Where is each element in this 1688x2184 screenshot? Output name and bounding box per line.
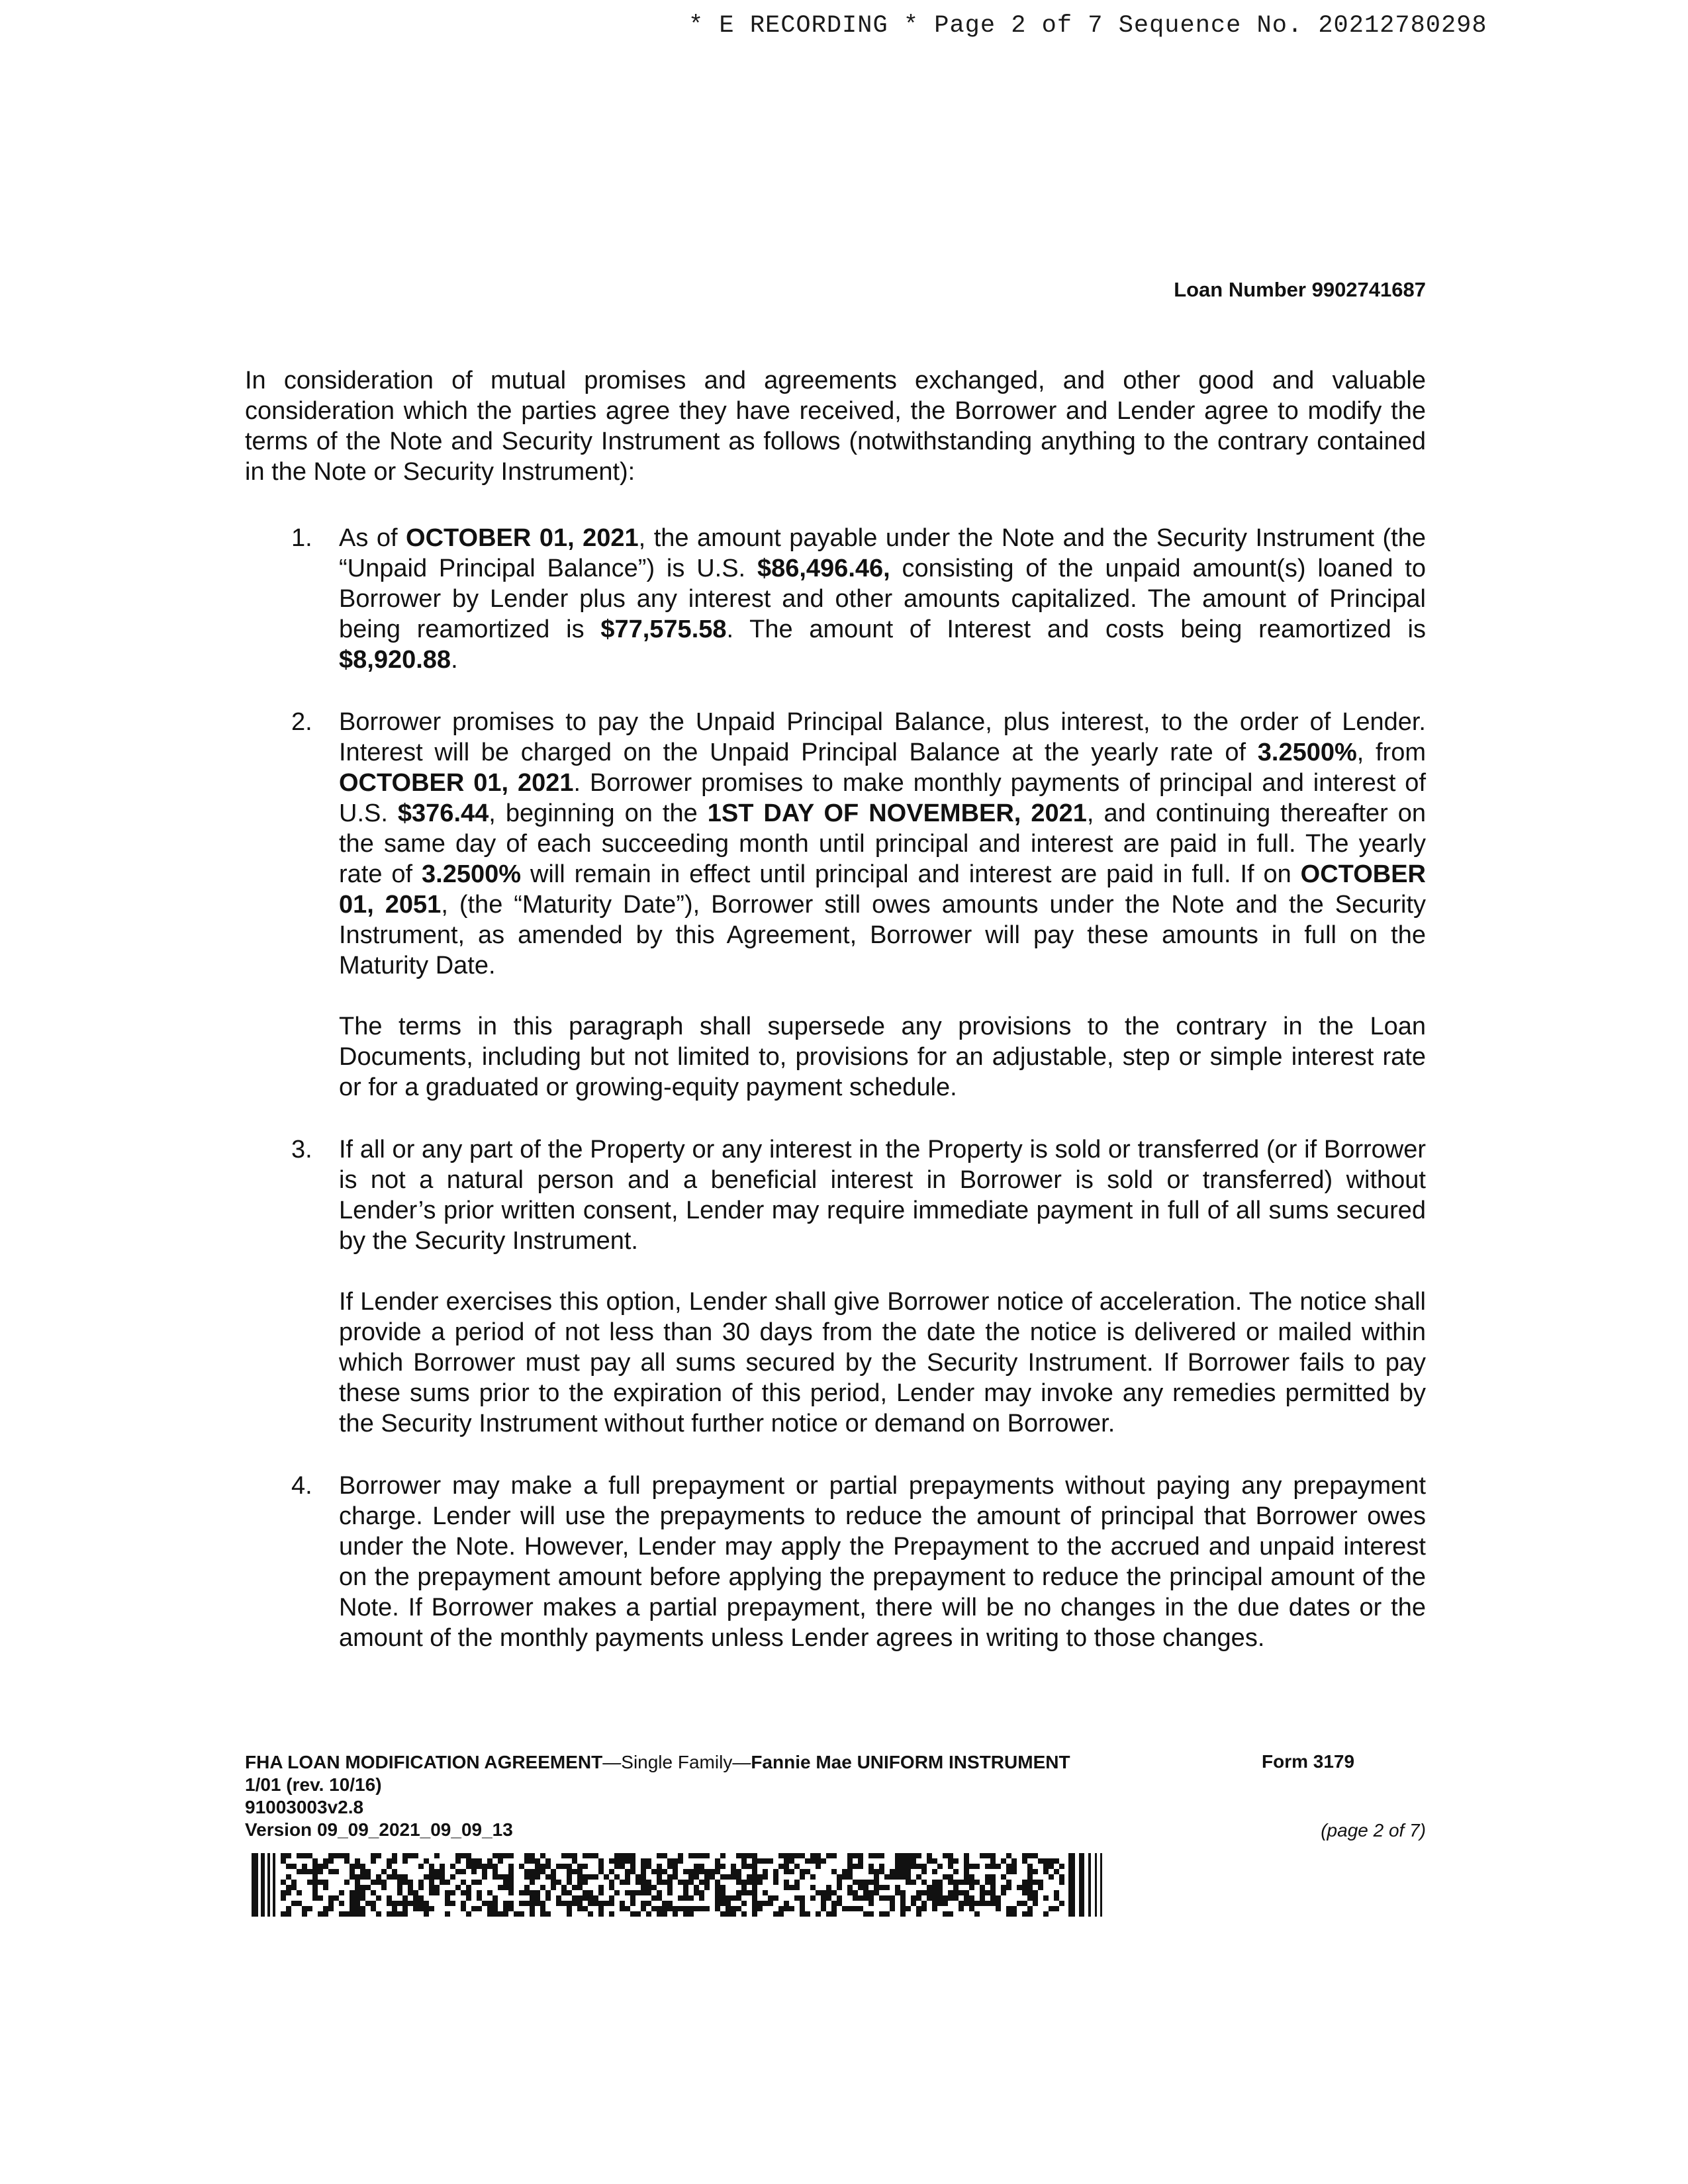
item-body xyxy=(339,523,1426,675)
item-body xyxy=(339,1134,1426,1439)
item-body xyxy=(339,707,1426,1103)
recording-header: * E RECORDING * Page 2 of 7 Sequence No. 20212780298 xyxy=(688,12,1487,40)
list-item xyxy=(245,1471,1426,1653)
footer-version: Version 09_09_2021_09_09_13 xyxy=(245,1819,513,1840)
item-paragraph: The terms in this paragraph shall supersede any provisions to the contrary in the Loan Documents, including but not limited to, provisions for an adjustable, step or simple interest rate or for a graduated or growing-equity payment schedule. xyxy=(339,1013,1426,1101)
form-number: Form 3179 xyxy=(1262,1751,1355,1772)
item-number: 4. xyxy=(291,1472,312,1500)
item-number: 3. xyxy=(291,1136,312,1163)
list-item xyxy=(245,707,1426,1103)
list-item xyxy=(245,523,1426,675)
loan-number: Loan Number 9902741687 xyxy=(1174,278,1426,301)
item-paragraph: If Lender exercises this option, Lender shall give Borrower notice of acceleration. The notice shall provide a period of not less than 30 days from the date the notice is delivered or mailed within which Borrower must pay all sums secured by the Security Instrument. If Borrower fails to pay these sums prior to the expiration of this period, Lender may invoke any remedies permitted by the Security Instrument without further notice or demand on Borrower. xyxy=(339,1288,1426,1437)
item-number: 1. xyxy=(291,524,312,552)
item-paragraph: Borrower may make a full prepayment or partial prepayments without paying any prepayment charge. Lender will use the prepayments to reduce the amount of principal that Borrower owes under the Note. However, Lender may apply the Prepayment to the accrued and unpaid interest on the prepayment amount before applying the prepayment to reduce the principal amount of the Note. If Borrower makes a partial prepayment, there will be no changes in the due dates or the amount of the monthly payments unless Lender agrees in writing to those changes. xyxy=(339,1472,1426,1652)
footer-revision: 1/01 (rev. 10/16) xyxy=(245,1774,382,1795)
terms-list xyxy=(245,523,1426,1685)
list-item xyxy=(245,1134,1426,1439)
item-paragraph: If all or any part of the Property or any interest in the Property is sold or transferred (or if Borrower is not a natural person and a beneficial interest in Borrower is sold or transferred) without Lender’s prior written consent, Lender may require immediate payment in full of all sums secured by the Security Instrument. xyxy=(339,1136,1426,1255)
footer-code: 91003003v2.8 xyxy=(245,1797,364,1817)
item-number: 2. xyxy=(291,708,312,736)
form-footer xyxy=(245,1751,1070,1841)
item-body xyxy=(339,1471,1426,1653)
item-paragraph: As of OCTOBER 01, 2021, the amount payable under the Note and the Security Instrument (the “Unpaid Principal Balance”) is U.S. $86,496.46, consisting of the unpaid amount(s) loaned to Borrower by Lender plus any interest and other amounts capitalized. The amount of Principal being reamortized is $77,575.58. The amount of Interest and costs being reamortized is $8,920.88. xyxy=(339,524,1427,674)
barcode-image xyxy=(252,1853,1112,1917)
footer-title: FHA LOAN MODIFICATION AGREEMENT—Single Family—Fannie Mae UNIFORM INSTRUMENT xyxy=(245,1752,1070,1772)
item-paragraph: Borrower promises to pay the Unpaid Principal Balance, plus interest, to the order of Lender. Interest will be charged on the Unpaid Principal Balance at the yearly rate of 3.2500%, from OCTOBER 01, 2021. Borrower promises to make monthly payments of principal and interest of U.S. $376.44, beginning on the 1ST DAY OF NOVEMBER, 2021, and continuing thereafter on the same day of each succeeding month until principal and interest are paid in full. The yearly rate of 3.2500% will remain in effect until principal and interest are paid in full. If on OCTOBER 01, 2051, (the “Maturity Date”), Borrower still owes amounts under the Note and the Security Instrument, as amended by this Agreement, Borrower will pay these amounts in full on the Maturity Date. xyxy=(339,708,1427,979)
page-indicator: (page 2 of 7) xyxy=(1321,1820,1426,1841)
intro-paragraph: In consideration of mutual promises and agreements exchanged, and other good and valuable consideration which the parties agree they have received, the Borrower and Lender agree to modify the terms of the Note and Security Instrument as follows (notwithstanding anything to the contrary contained in the Note or Security Instrument): xyxy=(245,367,1426,486)
